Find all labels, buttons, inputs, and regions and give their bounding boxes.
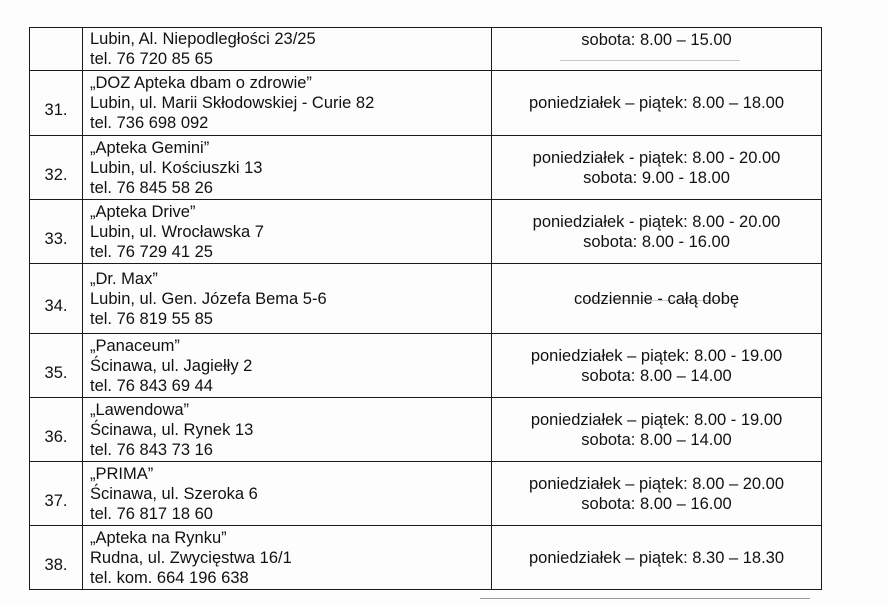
row-number: 37. xyxy=(30,462,83,526)
hours-line: codziennie - całą dobę xyxy=(573,289,740,308)
hours-line: poniedziałek - piątek: 8.00 - 20.00 xyxy=(532,148,781,167)
pharmacy-details xyxy=(83,462,492,526)
pharmacy-phone: tel. 76 843 69 44 xyxy=(90,376,213,395)
pharmacy-address: Lubin, ul. Gen. Józefa Bema 5-6 xyxy=(90,289,327,308)
pharmacy-name: „PRIMA” xyxy=(90,464,154,483)
row-number: 32. xyxy=(30,136,83,200)
hours-line: sobota: 8.00 – 16.00 xyxy=(581,494,732,513)
pharmacy-details xyxy=(83,264,492,334)
pharmacy-phone: tel. 76 843 73 16 xyxy=(90,440,213,459)
show-through-line xyxy=(480,598,810,599)
pharmacy-phone: tel. 76 817 18 60 xyxy=(90,504,213,523)
row-number xyxy=(30,28,83,71)
table-row xyxy=(30,136,822,200)
opening-hours xyxy=(492,200,822,264)
pharmacy-address: Ścinawa, ul. Jagiełły 2 xyxy=(90,356,253,375)
table-row xyxy=(30,526,822,590)
pharmacy-details xyxy=(83,71,492,136)
pharmacy-name: „Apteka na Rynku” xyxy=(90,528,227,547)
pharmacy-address: Lubin, ul. Marii Skłodowskiej - Curie 82 xyxy=(90,94,375,112)
hours-line: sobota: 9.00 - 18.00 xyxy=(583,168,730,187)
pharmacy-name: „Panaceum” xyxy=(90,336,180,355)
pharmacy-phone: tel. 736 698 092 xyxy=(90,114,209,132)
pharmacy-address: Ścinawa, ul. Rynek 13 xyxy=(90,420,254,439)
pharmacy-name: „Apteka Gemini” xyxy=(90,138,210,157)
hours-line: sobota: 8.00 - 16.00 xyxy=(583,232,730,251)
pharmacy-phone: tel. 76 845 58 26 xyxy=(90,178,213,197)
hours-line: sobota: 8.00 – 14.00 xyxy=(581,366,732,385)
pharmacy-details xyxy=(83,334,492,398)
pharmacy-address: Lubin, Al. Niepodległości 23/25 xyxy=(90,30,316,48)
pharmacy-details xyxy=(83,136,492,200)
opening-hours xyxy=(492,136,822,200)
hours-line: poniedziałek – piątek: 8.00 – 20.00 xyxy=(528,474,785,493)
pharmacy-name: „Apteka Drive” xyxy=(90,202,196,221)
table-row xyxy=(30,71,822,136)
pharmacy-details xyxy=(83,526,492,590)
pharmacy-details xyxy=(83,398,492,462)
table-row xyxy=(30,398,822,462)
pharmacy-address: Rudna, ul. Zwycięstwa 16/1 xyxy=(90,548,292,567)
pharmacy-details xyxy=(83,28,492,71)
opening-hours xyxy=(492,334,822,398)
pharmacy-phone: tel. kom. 664 196 638 xyxy=(90,568,249,587)
opening-hours xyxy=(492,526,822,590)
pharmacy-name: „DOZ Apteka dbam o zdrowie” xyxy=(90,74,312,92)
table-row xyxy=(30,462,822,526)
row-number: 36. xyxy=(30,398,83,462)
pharmacy-phone: tel. 76 729 41 25 xyxy=(90,242,213,261)
row-number: 33. xyxy=(30,200,83,264)
table-row xyxy=(30,28,822,71)
row-number: 38. xyxy=(30,526,83,590)
row-number: 35. xyxy=(30,334,83,398)
pharmacy-phone: tel. 76 720 85 65 xyxy=(90,50,213,68)
hours-line: poniedziałek – piątek: 8.30 – 18.30 xyxy=(528,548,785,567)
pharmacy-name: „Dr. Max” xyxy=(90,269,158,288)
pharmacy-address: Lubin, ul. Kościuszki 13 xyxy=(90,158,263,177)
opening-hours xyxy=(492,28,822,71)
opening-hours xyxy=(492,462,822,526)
pharmacy-address: Ścinawa, ul. Szeroka 6 xyxy=(90,484,258,503)
hours-line: poniedziałek – piątek: 8.00 – 18.00 xyxy=(528,94,785,112)
pharmacy-details xyxy=(83,200,492,264)
hours-line: poniedziałek – piątek: 8.00 - 19.00 xyxy=(530,346,783,365)
opening-hours xyxy=(492,71,822,136)
table-row xyxy=(30,334,822,398)
hours-line: sobota: 8.00 – 14.00 xyxy=(581,430,732,449)
hours-line: sobota: 8.00 – 15.00 xyxy=(581,31,732,49)
hours-line: poniedziałek - piątek: 8.00 - 20.00 xyxy=(532,212,781,231)
pharmacy-name: „Lawendowa” xyxy=(90,400,190,419)
row-number: 34. xyxy=(30,264,83,334)
row-number: 31. xyxy=(30,71,83,136)
pharmacy-address: Lubin, ul. Wrocławska 7 xyxy=(90,222,264,241)
opening-hours xyxy=(492,398,822,462)
pharmacy-table xyxy=(29,27,822,590)
opening-hours xyxy=(492,264,822,334)
hours-line: poniedziałek – piątek: 8.00 - 19.00 xyxy=(530,410,783,429)
pharmacy-phone: tel. 76 819 55 85 xyxy=(90,309,213,328)
table-row xyxy=(30,264,822,334)
table-row xyxy=(30,200,822,264)
